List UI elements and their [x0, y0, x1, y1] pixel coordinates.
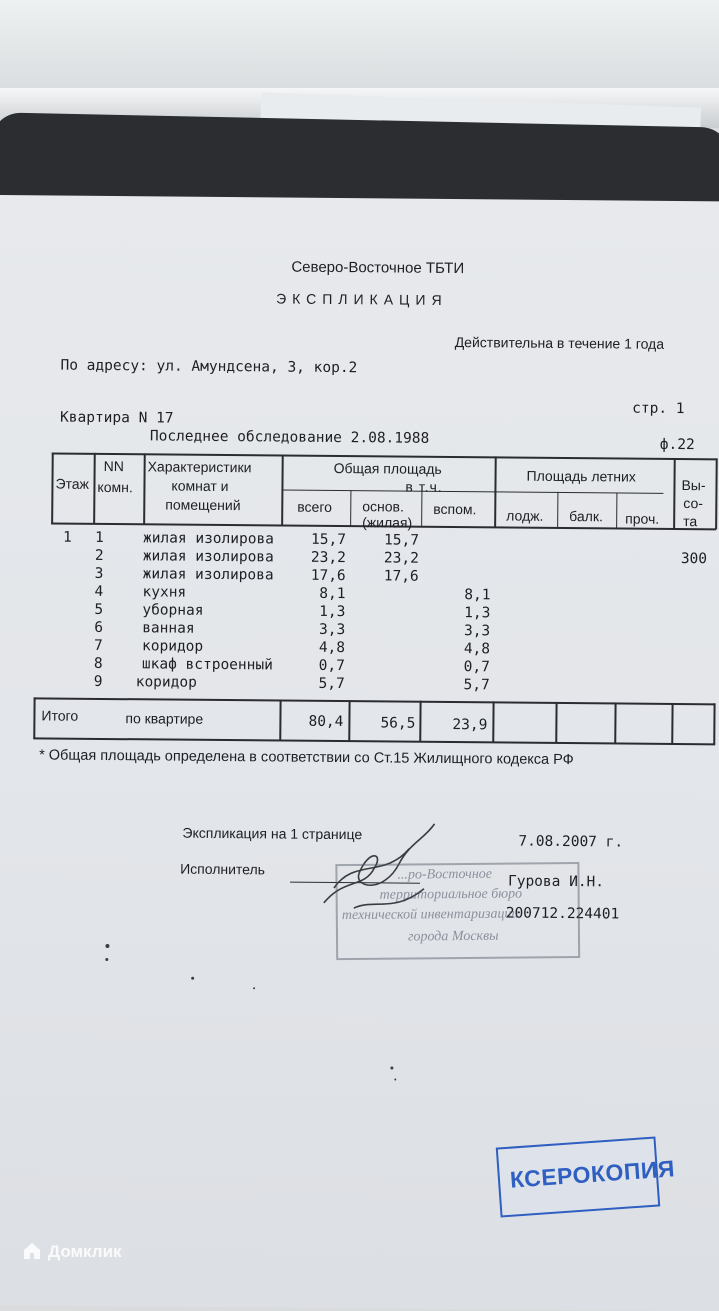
th-floor: Этаж — [55, 476, 89, 492]
speck — [390, 1066, 393, 1069]
last-survey: Последнее обследование 2.08.1988 — [150, 428, 429, 446]
cell-name: уборная — [142, 602, 203, 619]
executor-name: Гурова И.Н. — [508, 874, 604, 891]
totals-aux: 23,9 — [427, 717, 487, 734]
cell-aux: 3,3 — [434, 623, 490, 639]
totals-label-2: по квартире — [125, 710, 203, 727]
th-balcony: балк. — [569, 508, 603, 524]
document-number: 200712.224401 — [506, 905, 620, 922]
th-total-area: Общая площадь — [334, 460, 442, 477]
cell-main: 23,2 — [361, 550, 419, 567]
cell-total: 8,1 — [290, 586, 345, 602]
cell-aux: 5,7 — [434, 677, 490, 693]
cell-name: шкаф встроенный — [142, 656, 273, 673]
cell-name: кухня — [142, 584, 186, 600]
cell-aux: 8,1 — [434, 587, 490, 603]
cell-aux: 1,3 — [434, 605, 490, 621]
office-stamp — [335, 862, 580, 960]
cell-nn: 9 — [94, 674, 103, 690]
cell-total: 1,3 — [290, 604, 345, 620]
watermark: Домклик — [48, 1242, 122, 1262]
th-nn-rooms: комн. — [97, 479, 132, 495]
issue-date: 7.08.2007 г. — [518, 834, 623, 851]
th-height-2: со- — [683, 495, 703, 511]
cell-nn: 3 — [95, 566, 104, 582]
cell-nn: 5 — [94, 602, 103, 618]
totals-total: 80,4 — [285, 714, 343, 731]
cell-name: ванная — [142, 620, 195, 636]
th-summer: Площадь летних — [527, 468, 636, 485]
cell-nn: 7 — [94, 638, 103, 654]
home-icon — [22, 1241, 42, 1261]
th-nn: NN — [104, 458, 124, 474]
th-char-3: помещений — [165, 497, 240, 514]
th-char-1: Характеристики — [148, 458, 252, 475]
stamp-line-2: территориальное бюро — [380, 887, 523, 904]
cell-nn: 6 — [94, 620, 103, 636]
stamp-line-4: города Москвы — [408, 929, 499, 946]
th-including: в т.ч. — [405, 479, 442, 495]
document-title: ЭКСПЛИКАЦИЯ — [276, 290, 448, 307]
page-number: стр. 1 — [632, 401, 685, 417]
org-name: Северо-Восточное ТБТИ — [291, 259, 464, 278]
speck — [105, 944, 109, 948]
cell-height: 300 — [681, 551, 707, 567]
cell-total: 23,2 — [291, 550, 346, 566]
cell-total: 0,7 — [290, 658, 345, 674]
cell-aux: 4,8 — [434, 641, 490, 657]
th-all: всего — [297, 499, 332, 515]
th-other: проч. — [625, 511, 659, 527]
validity-note: Действительна в течение 1 года — [455, 334, 664, 352]
cell-name: коридор — [136, 674, 197, 691]
cell-main: 15,7 — [361, 532, 419, 549]
cell-aux: 0,7 — [434, 659, 490, 675]
address: По адресу: ул. Амундсена, 3, кор.2 — [60, 358, 357, 377]
th-height-3: та — [683, 513, 697, 529]
xerox-stamp — [496, 1137, 660, 1218]
th-main: основ. — [362, 498, 404, 514]
cell-name: коридор — [142, 638, 203, 655]
xerox-stamp-text: КСЕРОКОПИЯ — [509, 1155, 676, 1193]
cell-name: жилая изолирова — [143, 530, 274, 547]
cell-nn: 2 — [95, 548, 104, 564]
apartment-number: Квартира N 17 — [60, 410, 174, 427]
cell-nn: 1 — [95, 530, 104, 546]
cell-total: 5,7 — [290, 676, 345, 692]
speck — [105, 958, 108, 961]
speck — [253, 987, 255, 989]
th-height-1: Вы- — [681, 477, 705, 493]
pages-count: Экспликация на 1 странице — [182, 825, 362, 843]
cell-total: 17,6 — [291, 568, 346, 584]
th-loggia: лодж. — [506, 507, 543, 523]
th-main-living: (жилая) — [362, 514, 412, 530]
cell-nn: 8 — [94, 656, 103, 672]
th-aux: вспом. — [433, 501, 476, 517]
cell-name: жилая изолирова — [143, 548, 274, 565]
footnote: * Общая площадь определена в соответствии со Ст.15 Жилищного кодекса РФ — [39, 747, 574, 768]
executor-label: Исполнитель — [180, 861, 265, 878]
stamp-line-1: ...ро-Восточное — [397, 867, 492, 884]
cell-name: жилая изолирова — [143, 566, 274, 583]
speck — [191, 977, 194, 980]
totals-label: Итого — [41, 707, 78, 723]
cell-total: 3,3 — [290, 622, 345, 638]
speck — [394, 1079, 396, 1081]
th-char-2: комнат и — [171, 478, 228, 494]
cell-main: 17,6 — [361, 568, 419, 585]
cell-total: 4,8 — [290, 640, 345, 656]
cell-floor: 1 — [63, 530, 72, 546]
cell-total: 15,7 — [291, 532, 346, 548]
totals-main: 56,5 — [355, 715, 415, 732]
stamp-line-3: технической инвентаризации — [342, 907, 519, 925]
form-code: ф.22 — [660, 437, 695, 453]
cell-nn: 4 — [94, 584, 103, 600]
